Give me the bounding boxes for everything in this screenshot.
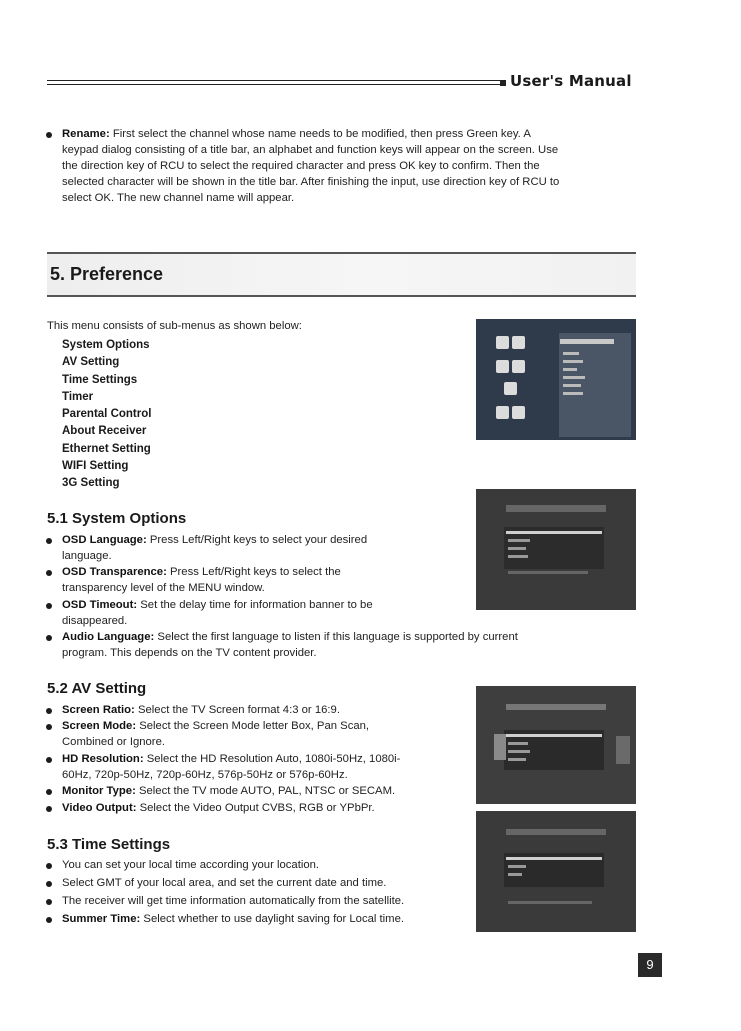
submenu-item: Time Settings [62,373,138,386]
item-label: OSD Timeout: [62,599,138,611]
item-text: The receiver will get time information automatically from the satellite. [62,895,405,907]
menu-line [506,531,602,534]
system-options-item [62,564,432,596]
bullet-dot [46,881,52,887]
menu-line [563,384,581,387]
menu-line [508,571,588,574]
menu-line [563,376,585,379]
rename-line: First select the channel whose name needs to be modified, then press Green key. A [112,128,531,140]
bullet-dot [46,635,52,641]
item-text: Combined or Ignore. [62,736,165,748]
rename-bullet [62,126,642,206]
menu-line [508,742,528,745]
submenu-item: Parental Control [62,408,152,421]
section-title: 5. Preference [50,264,164,284]
item-text: Set the delay time for information banner to be [140,599,373,611]
submenu-item: Ethernet Setting [62,442,151,455]
network-icon [512,406,525,419]
item-text: Select the HD Resolution Auto, 1080i-50Hz, 1080i- [146,753,401,765]
menu-line [508,865,526,868]
bullet-dot [46,806,52,812]
submenu-item: 3G Setting [62,477,120,490]
menu-line [563,368,577,371]
item-text: Press Left/Right keys to select your desired [149,534,368,546]
time-settings-item [62,875,482,891]
item-label: Screen Ratio: [62,704,135,716]
rename-line: the direction key of RCU to select the required character and press OK key to confirm. Then the [62,160,540,172]
system-options-item [62,597,432,629]
item-text: transparency level of the MENU window. [62,582,265,594]
bullet-dot [46,863,52,869]
menu-screenshot [476,319,636,440]
menu-line [508,750,530,753]
item-label: Video Output: [62,802,137,814]
bullet-dot [46,724,52,730]
bullet-dot [46,757,52,763]
av-setting-item [62,702,462,718]
av-setting-item [62,718,462,750]
screen-graphic [494,734,506,760]
item-text: Select the TV Screen format 4:3 or 16:9. [137,704,340,716]
item-text: Press Left/Right keys to select the [170,566,341,578]
intro-text: This menu consists of sub-menus as shown below: [47,320,302,332]
av-setting-screenshot [476,686,636,804]
menu-line [508,547,526,550]
item-text: disappeared. [62,615,128,627]
av-setting-item [62,751,462,783]
time-settings-screenshot [476,811,636,932]
av-icon [512,336,525,349]
header-rule-top [47,80,505,81]
item-text: Select the Screen Mode letter Box, Pan Scan, [139,720,370,732]
system-options-item [62,629,642,661]
menu-line [506,857,602,860]
menu-line [563,352,579,355]
submenu-item: About Receiver [62,425,147,438]
menu-screenshot-highlight [560,339,614,344]
menu-line [508,758,526,761]
submenu-item: System Options [62,339,150,351]
time-settings-title: 5.3 Time Settings [47,836,171,853]
menu-line [508,901,592,904]
menu-line [506,734,602,737]
time-settings-item [62,893,482,909]
bullet-dot [46,570,52,576]
header-marker [500,80,506,86]
item-label: Audio Language: [62,631,155,643]
item-text: You can set your local time according your location. [62,859,320,871]
time-settings-item [62,857,482,873]
system-icon [496,336,509,349]
submenu-item: Timer [62,390,94,403]
item-text: Select GMT of your local area, and set the current date and time. [62,877,387,889]
av-setting-item [62,783,462,799]
menu-line [508,555,528,558]
rename-line: selected character will be shown in the title bar. After finishing the input, use direction key of RCU to [62,176,560,188]
item-text: Select the TV mode AUTO, PAL, NTSC or SECAM. [138,785,396,797]
bullet-dot [46,789,52,795]
timer-icon [512,360,525,373]
screen-title-bar [506,704,606,710]
item-text: language. [62,550,112,562]
system-options-item [62,532,432,564]
av-setting-title: 5.2 AV Setting [47,680,147,697]
system-options-title: 5.1 System Options [47,510,187,527]
menu-line [563,392,583,395]
time-settings-item [62,911,482,927]
screen-title-bar [506,829,606,835]
item-label: OSD Transparence: [62,566,167,578]
bullet-dot [46,708,52,714]
submenu-list [62,337,151,493]
rename-label: Rename: [62,128,110,140]
bullet-dot [46,899,52,905]
item-label: Screen Mode: [62,720,137,732]
submenu-item: AV Setting [62,356,120,369]
bullet-dot [46,917,52,923]
item-text: 60Hz, 720p-50Hz, 720p-60Hz, 576p-50Hz or 576p-60Hz. [62,769,348,781]
item-label: Monitor Type: [62,785,136,797]
system-options-screenshot [476,489,636,610]
av-setting-item [62,800,462,816]
screen-title-bar [506,505,606,512]
page-number: 9 [638,953,662,977]
menu-line [508,539,530,542]
item-label: Summer Time: [62,913,141,925]
time-icon [496,360,509,373]
header-rule-bottom [47,84,505,85]
item-text: Select the Video Output CVBS, RGB or YPbPr. [139,802,375,814]
menu-line [508,873,522,876]
item-label: HD Resolution: [62,753,144,765]
item-text: program. This depends on the TV content provider. [62,647,317,659]
header-title: User's Manual [510,72,632,90]
submenu-item: WIFI Setting [62,460,129,473]
item-text: Select whether to use daylight saving for Local time. [143,913,405,925]
bullet-dot [46,132,52,138]
menu-line [563,360,583,363]
rename-line: select OK. The new channel name will appear. [62,192,295,204]
rename-line: keypad dialog consisting of a title bar, an alphabet and function keys will appear on the screen. Use [62,144,559,156]
item-text: Select the first language to listen if this language is supported by current [157,631,518,643]
parental-icon [504,382,517,395]
bullet-dot [46,603,52,609]
screen-graphic [616,736,630,764]
item-label: OSD Language: [62,534,147,546]
bullet-dot [46,538,52,544]
about-icon [496,406,509,419]
